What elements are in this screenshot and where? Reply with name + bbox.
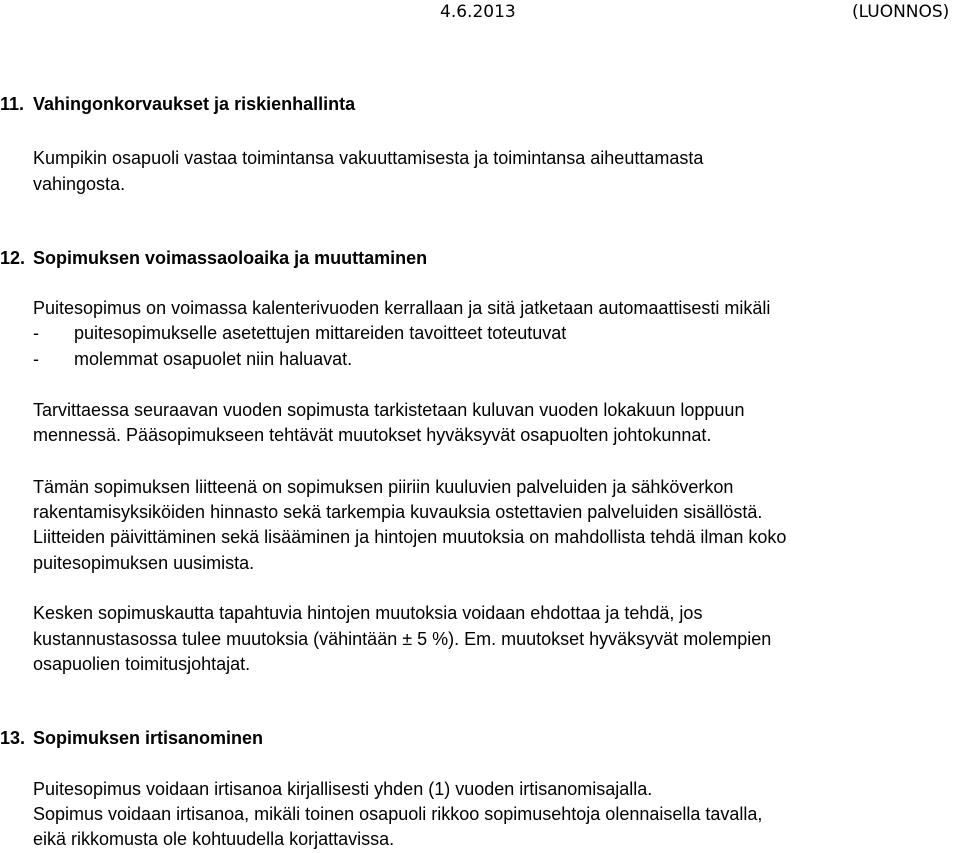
section-12-paragraph-line: osapuolien toimitusjohtajat. (33, 654, 251, 674)
section-12-paragraph-line: Kesken sopimuskautta tapahtuvia hintojen muutoksia voidaan ehdottaa ja tehdä, jos (33, 603, 703, 623)
document-status: (LUONNOS) (852, 2, 950, 22)
section-11-paragraph-line: Kumpikin osapuoli vastaa toimintansa vakuuttamisesta ja toimintansa aiheuttamasta (33, 148, 704, 168)
section-12-paragraph-line: Tarvittaessa seuraavan vuoden sopimusta tarkistetaan kuluvan vuoden lokakuun loppuun (33, 400, 745, 420)
section-13-paragraph-line: Sopimus voidaan irtisanoa, mikäli toinen osapuoli rikkoo sopimusehtoja olennaisella tavalla, (33, 804, 763, 824)
bullet-dash: - (33, 323, 39, 343)
section-13-heading (0, 725, 263, 751)
section-12-paragraph-line: puitesopimuksen uusimista. (33, 553, 255, 573)
bullet-item: puitesopimukselle asetettujen mittareiden tavoitteet toteutuvat (74, 323, 567, 343)
section-11-paragraph-line: vahingosta. (33, 174, 126, 194)
section-12-paragraph-line: rakentamisyksiköiden hinnasto sekä tarkempia kuvauksia ostettavien palveluiden sisällöstä. (33, 502, 763, 522)
section-12-number: 12. (0, 248, 26, 268)
document-date: 4.6.2013 (440, 2, 516, 22)
section-11-heading (0, 91, 355, 117)
bullet-item: molemmat osapuolet niin haluavat. (74, 349, 353, 369)
section-12-paragraph-line: Liitteiden päivittäminen sekä lisääminen ja hintojen muutoksia on mahdollista tehdä ilman koko (33, 527, 787, 547)
section-12-intro: Puitesopimus on voimassa kalenterivuoden kerrallaan ja sitä jatketaan automaattisesti mikäli (33, 298, 771, 318)
section-13-paragraph-line: eikä rikkomusta ole kohtuudella korjattavissa. (33, 829, 395, 849)
section-12-paragraph-line: Tämän sopimuksen liitteenä on sopimuksen piiriin kuuluvien palveluiden ja sähköverkon (33, 477, 734, 497)
section-13-number: 13. (0, 728, 26, 748)
bullet-dash: - (33, 349, 39, 369)
section-12-heading (0, 245, 427, 271)
section-11-title: Vahingonkorvaukset ja riskienhallinta (33, 94, 356, 114)
section-12-paragraph-line: kustannustasossa tulee muutoksia (vähintään ± 5 %). Em. muutokset hyväksyvät molempien (33, 629, 772, 649)
section-12-title: Sopimuksen voimassaoloaika ja muuttaminen (33, 248, 428, 268)
section-11-number: 11. (0, 94, 25, 114)
section-12-paragraph-line: mennessä. Pääsopimukseen tehtävät muutokset hyväksyvät osapuolten johtokunnat. (33, 425, 712, 445)
section-13-paragraph-line: Puitesopimus voidaan irtisanoa kirjallisesti yhden (1) vuoden irtisanomisajalla. (33, 779, 653, 799)
section-13-title: Sopimuksen irtisanominen (33, 728, 264, 748)
